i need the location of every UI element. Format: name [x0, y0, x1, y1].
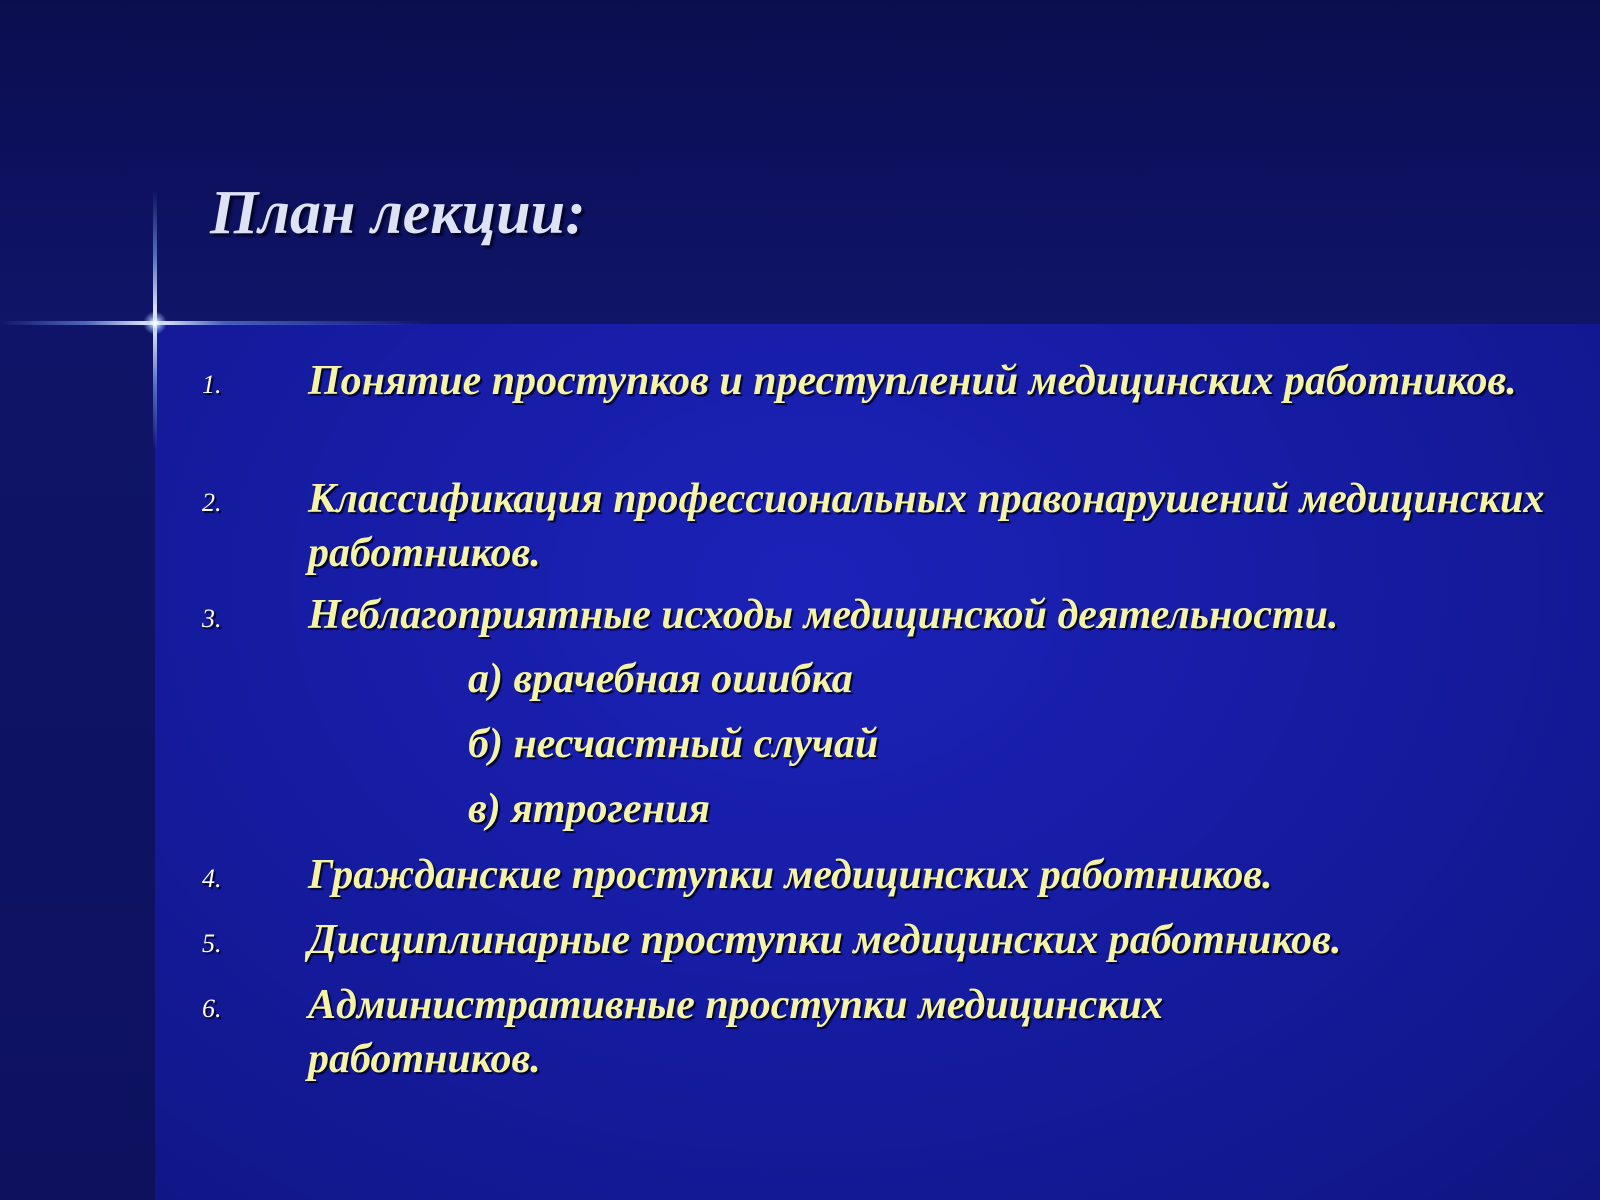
- sub-list-item: б) несчастный случай: [468, 721, 879, 767]
- left-band: [0, 324, 155, 1200]
- list-item: Гражданские проступки медицинских работников.: [308, 852, 1273, 898]
- list-item: Административные проступки медицинских работников.: [308, 982, 1164, 1082]
- item-number: 2.: [202, 488, 222, 517]
- sub-list-item: а) врачебная ошибка: [468, 656, 853, 702]
- list-item: Неблагоприятные исходы медицинской деятельности.: [308, 592, 1339, 638]
- list-item: Понятие проступков и преступлений медицинских работников.: [308, 358, 1517, 404]
- list-item: Дисциплинарные проступки медицинских работников.: [308, 917, 1342, 963]
- item-number: 4.: [202, 864, 222, 893]
- slide-title: План лекции:: [210, 179, 586, 247]
- sparkle-horizontal-ray: [0, 321, 430, 325]
- item-number: 5.: [202, 929, 222, 958]
- sub-list-item: в) ятрогения: [468, 786, 711, 832]
- item-number: 1.: [202, 370, 222, 399]
- top-band: [0, 0, 1600, 324]
- sparkle-star-icon: [143, 311, 167, 335]
- item-number: 6.: [202, 994, 222, 1023]
- item-number: 3.: [202, 604, 222, 633]
- list-item: Классификация профессиональных правонарушений медицинских работников.: [308, 476, 1545, 576]
